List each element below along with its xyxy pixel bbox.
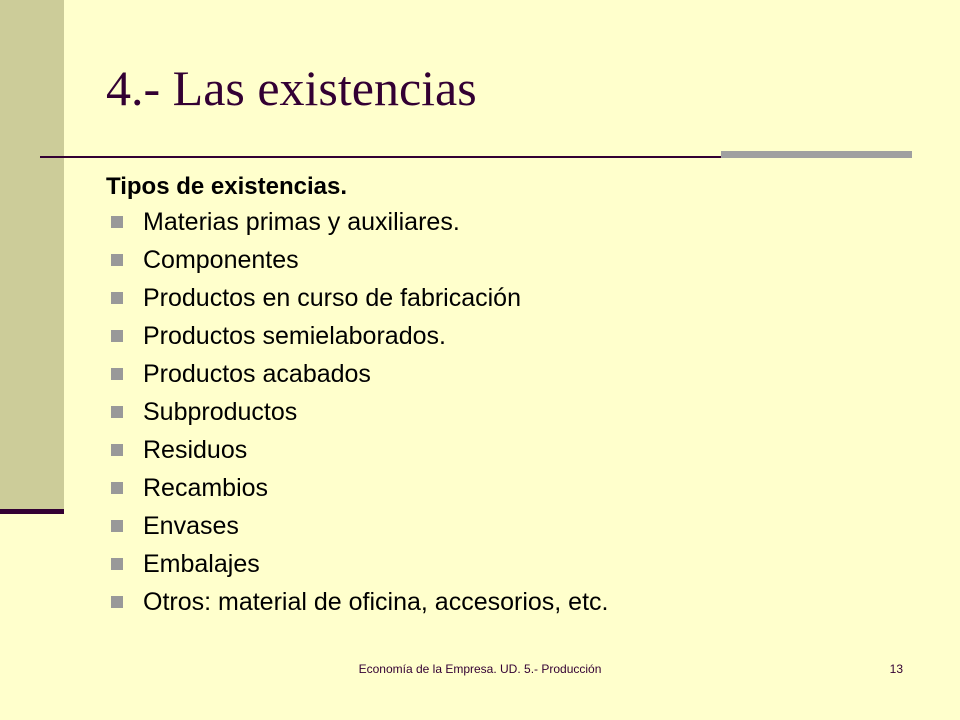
list-item — [106, 393, 926, 431]
square-bullet-icon — [111, 216, 123, 228]
left-decorative-band — [0, 0, 64, 512]
list-item-text: Productos en curso de fabricación — [143, 284, 521, 312]
square-bullet-icon — [111, 330, 123, 342]
list-item-text: Envases — [143, 512, 239, 540]
list-item — [106, 583, 926, 621]
list-item — [106, 431, 926, 469]
square-bullet-icon — [111, 596, 123, 608]
list-item — [106, 545, 926, 583]
list-item-text: Recambios — [143, 474, 269, 502]
list-item-text: Productos semielaborados. — [143, 322, 446, 350]
list-item-text: Embalajes — [143, 550, 260, 578]
slide-content — [106, 171, 926, 621]
list-item — [106, 469, 926, 507]
square-bullet-icon — [111, 406, 123, 418]
list-item — [106, 317, 926, 355]
slide-footer: Economía de la Empresa. UD. 5.- Producción — [358, 662, 602, 676]
list-item-text: Residuos — [143, 436, 248, 464]
square-bullet-icon — [111, 292, 123, 304]
list-item-text: Otros: material de oficina, accesorios, etc. — [143, 588, 609, 616]
list-item — [106, 279, 926, 317]
slide-title: 4.- Las existencias — [106, 60, 477, 116]
slide-number: 13 — [889, 662, 903, 676]
list-item — [106, 241, 926, 279]
bullet-list — [106, 203, 926, 621]
list-item-text: Subproductos — [143, 398, 298, 426]
list-item — [106, 355, 926, 393]
list-item-text: Productos acabados — [143, 360, 371, 388]
square-bullet-icon — [111, 444, 123, 456]
section-subheading: Tipos de existencias. — [106, 173, 347, 200]
list-item — [106, 203, 926, 241]
square-bullet-icon — [111, 558, 123, 570]
square-bullet-icon — [111, 254, 123, 266]
list-item-text: Componentes — [143, 246, 299, 274]
square-bullet-icon — [111, 520, 123, 532]
title-divider-accent — [721, 151, 912, 158]
list-item-text: Materias primas y auxiliares. — [143, 208, 460, 236]
list-item — [106, 507, 926, 545]
left-band-underline — [0, 509, 64, 514]
square-bullet-icon — [111, 368, 123, 380]
square-bullet-icon — [111, 482, 123, 494]
